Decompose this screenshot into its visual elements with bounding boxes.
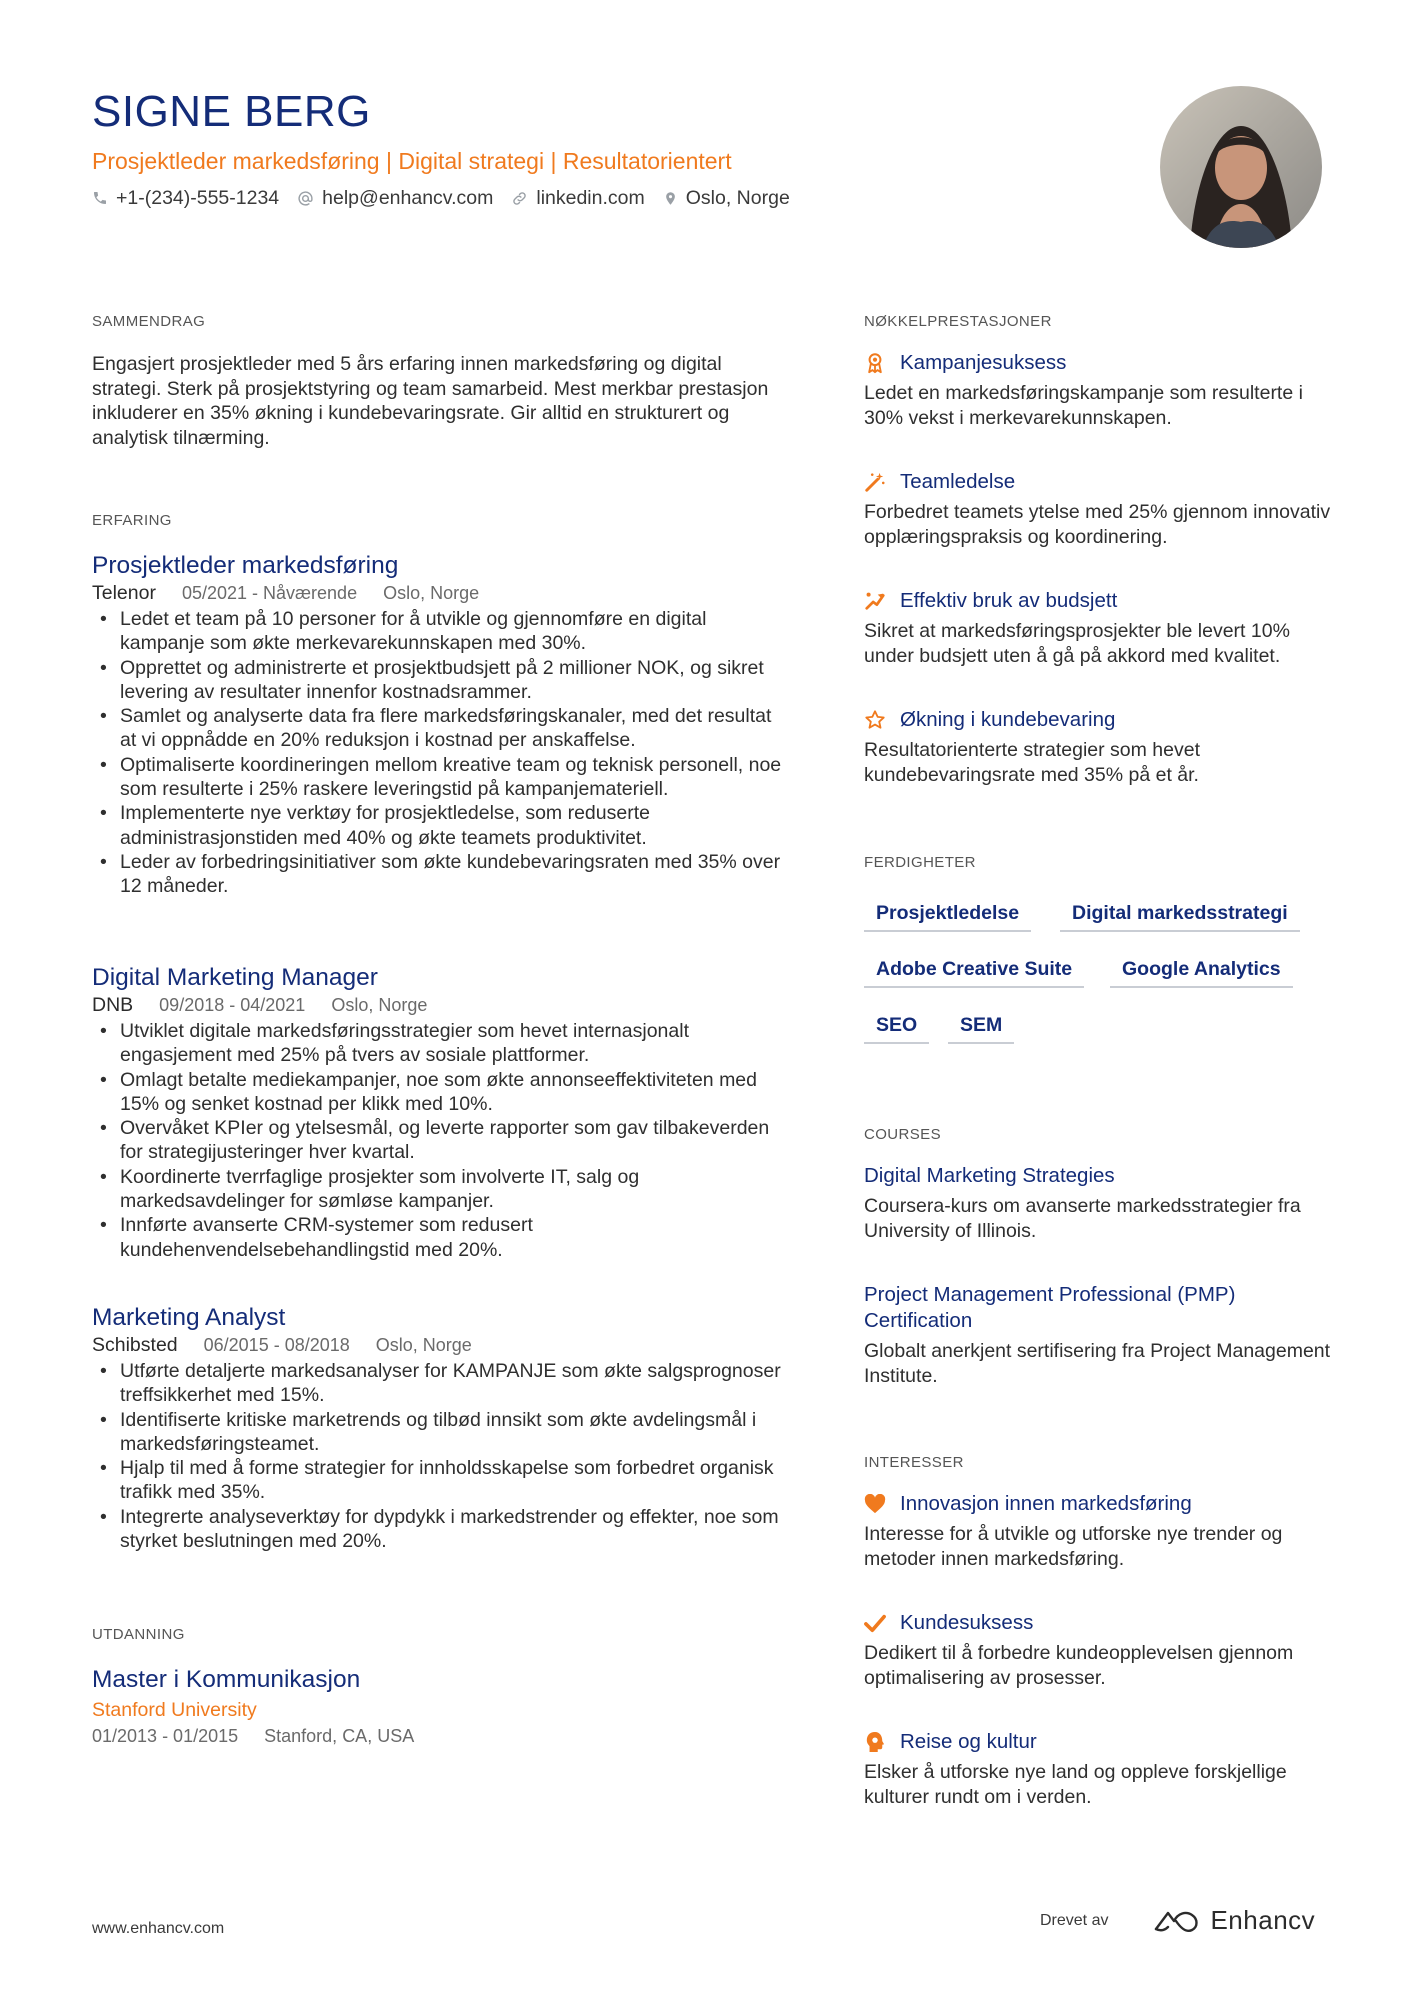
achievement-desc: Ledet en markedsføringskampanje som resulterte i 30% vekst i merkevarekunnskapen. xyxy=(864,382,1303,429)
achievement-item xyxy=(864,588,1334,668)
location-text: Oslo, Norge xyxy=(685,187,790,209)
skill-tag: Digital markedsstrategi xyxy=(1060,896,1300,932)
job-meta xyxy=(92,993,792,1017)
heart-icon xyxy=(864,1493,886,1515)
at-icon xyxy=(297,190,314,207)
achievement-item xyxy=(864,707,1334,787)
achievement-title: Effektiv bruk av budsjett xyxy=(900,589,1118,612)
job-bullet: • Innførte avanserte CRM-systemer som redusert kundehenvendelsebehandlingstid med 20%. xyxy=(120,1213,792,1262)
skills-label: FERDIGHETER xyxy=(864,854,976,871)
enhancv-logo[interactable] xyxy=(1152,1905,1315,1936)
education-label: UTDANNING xyxy=(92,1626,185,1643)
candidate-headline: Prosjektleder markedsføring | Digital strategi | Resultatorientert xyxy=(92,148,732,174)
phone-icon xyxy=(92,190,108,206)
job-location: Oslo, Norge xyxy=(331,995,428,1015)
interest-title: Kundesuksess xyxy=(900,1611,1034,1634)
skill-tag: SEM xyxy=(948,1008,1014,1044)
profile-photo xyxy=(1160,86,1322,248)
job-company: DNB xyxy=(92,994,134,1016)
education-meta xyxy=(92,1724,414,1748)
job-meta xyxy=(92,581,792,605)
job-entry-dnb xyxy=(92,963,792,1262)
education-school: Stanford University xyxy=(92,1699,257,1721)
job-bullet: • Koordinerte tverrfaglige prosjekter som involverte IT, salg og markedsavdelinger for sømløse kampanjer. xyxy=(120,1165,792,1214)
job-bullet: • Samlet og analyserte data fra flere markedsføringskanaler, med det resultat at vi oppnådde en 20% reduksjon i kostnad per anskaffelse. xyxy=(120,704,792,753)
interest-item xyxy=(864,1610,1334,1690)
interest-title: Reise og kultur xyxy=(900,1730,1037,1753)
interest-item xyxy=(864,1729,1334,1809)
experience-label: ERFARING xyxy=(92,512,172,529)
achievement-title: Økning i kundebevaring xyxy=(900,708,1116,731)
courses-label: COURSES xyxy=(864,1126,941,1143)
location-pin-icon xyxy=(663,190,678,207)
summary-text: Engasjert prosjektleder med 5 års erfaring innen markedsføring og digital strategi. Sterk på prosjektstyring og team samarbeid. Mest merkbar prestasjon inkluderer en 35% økning i kundebevaringsrate. Gir alltid en strukturert og analytisk tilnærming. xyxy=(92,353,769,449)
contact-location xyxy=(663,184,790,212)
course-item xyxy=(864,1163,1334,1243)
star-icon xyxy=(864,709,886,731)
job-entry-schibsted xyxy=(92,1303,792,1553)
achievement-desc: Forbedret teamets ytelse med 25% gjennom innovativ opplæringspraksis og koordinering. xyxy=(864,501,1331,548)
job-bullet: • Omlagt betalte mediekampanjer, noe som økte annonseeffektiviteten med 15% og senket kostnad per klikk med 10%. xyxy=(120,1068,792,1117)
job-bullets xyxy=(92,1019,792,1262)
skill-tag: Google Analytics xyxy=(1110,952,1293,988)
interest-desc: Elsker å utforske nye land og oppleve forskjellige kulturer rundt om i verden. xyxy=(864,1761,1287,1808)
summary-label: SAMMENDRAG xyxy=(92,313,206,330)
interest-desc: Interesse for å utvikle og utforske nye trender og metoder innen markedsføring. xyxy=(864,1523,1283,1570)
job-bullets xyxy=(92,1359,792,1553)
education-degree: Master i Kommunikasjon xyxy=(92,1666,361,1693)
achievement-desc: Sikret at markedsføringsprosjekter ble levert 10% under budsjett uten å gå på akkord med kvalitet. xyxy=(864,620,1290,667)
course-desc: Coursera-kurs om avanserte markedsstrategier fra University of Illinois. xyxy=(864,1195,1301,1242)
job-bullet: • Overvåket KPIer og ytelsesmål, og leverte rapporter som gav tilbakeverden for strategijusteringer hver kvartal. xyxy=(120,1116,792,1165)
job-title: Digital Marketing Manager xyxy=(92,964,378,991)
powered-by-text: Drevet av xyxy=(1040,1911,1109,1929)
job-company: Telenor xyxy=(92,582,156,604)
contact-email[interactable] xyxy=(297,184,493,212)
job-bullet: • Opprettet og administrerte et prosjektbudsjett på 2 millioner NOK, og sikret levering av resultater innenfor kostnadsrammer. xyxy=(120,656,792,705)
footer-website[interactable]: www.enhancv.com xyxy=(92,1920,225,1937)
job-location: Oslo, Norge xyxy=(375,1335,472,1355)
interests-label: INTERESSER xyxy=(864,1454,964,1471)
email-text: help@enhancv.com xyxy=(322,187,494,209)
job-bullet: • Optimaliserte koordineringen mellom kreative team og teknisk personell, noe som resulterte i 25% raskere leveringstid på kampanjemateriell. xyxy=(120,753,792,802)
skill-tag: Adobe Creative Suite xyxy=(864,952,1084,988)
achievement-item xyxy=(864,469,1334,549)
job-bullet: • Implementerte nye verktøy for prosjektledelse, som reduserte administrasjonstiden med 40% og økte teamets produktivitet. xyxy=(120,801,792,850)
job-title: Marketing Analyst xyxy=(92,1304,286,1331)
job-entry-telenor xyxy=(92,551,792,899)
job-bullet: • Utviklet digitale markedsføringsstrategier som hevet internasjonalt engasjement med 25% på tvers av sosiale plattformer. xyxy=(120,1019,792,1068)
job-bullet: • Integrerte analyseverktøy for dypdykk i markedstrender og effekter, noe som styrket beslutningen med 20%. xyxy=(120,1505,792,1554)
contact-bar xyxy=(92,184,808,212)
growth-icon xyxy=(864,590,886,612)
education-dates: 01/2013 - 01/2015 xyxy=(92,1726,239,1746)
achievement-item xyxy=(864,350,1334,430)
achievement-desc: Resultatorienterte strategier som hevet kundebevaringsrate med 35% på et år. xyxy=(864,739,1200,786)
interest-title: Innovasjon innen markedsføring xyxy=(900,1492,1192,1515)
footer-branding xyxy=(1040,1905,1315,1936)
achievement-title: Teamledelse xyxy=(900,470,1016,493)
job-location: Oslo, Norge xyxy=(383,583,480,603)
achievement-title: Kampanjesuksess xyxy=(900,351,1067,374)
job-meta xyxy=(92,1333,792,1357)
course-title: Digital Marketing Strategies xyxy=(864,1164,1115,1187)
job-dates: 05/2021 - Nåværende xyxy=(181,583,358,603)
check-icon xyxy=(864,1612,886,1634)
job-bullet: • Utførte detaljerte markedsanalyser for KAMPANJE som økte salgsprognoser treffsikkerhet med 15%. xyxy=(120,1359,792,1408)
linkedin-text: linkedin.com xyxy=(536,187,645,209)
job-title: Prosjektleder markedsføring xyxy=(92,552,399,579)
candidate-name: SIGNE BERG xyxy=(92,87,371,136)
interest-desc: Dedikert til å forbedre kundeopplevelsen gjennom optimalisering av prosesser. xyxy=(864,1642,1294,1689)
brand-name: Enhancv xyxy=(1210,1905,1316,1935)
achievements-label: NØKKELPRESTASJONER xyxy=(864,313,1052,330)
job-dates: 09/2018 - 04/2021 xyxy=(159,995,306,1015)
skill-tag: Prosjektledelse xyxy=(864,896,1031,932)
course-title: Project Management Professional (PMP) Certification xyxy=(864,1283,1236,1332)
phone-text: +1-(234)-555-1234 xyxy=(116,187,280,209)
link-icon xyxy=(511,190,528,207)
job-bullet: • Identifiserte kritiske marketrends og tilbød innsikt som økte avdelingsmål i markedsføringsteamet. xyxy=(120,1408,792,1457)
job-bullet: • Ledet et team på 10 personer for å utvikle og gjennomføre en digital kampanje som økte merkevarekunnskapen med 30%. xyxy=(120,607,792,656)
job-bullets xyxy=(92,607,792,899)
contact-phone[interactable] xyxy=(92,184,279,212)
job-dates: 06/2015 - 08/2018 xyxy=(203,1335,350,1355)
job-company: Schibsted xyxy=(92,1334,178,1356)
course-desc: Globalt anerkjent sertifisering fra Project Management Institute. xyxy=(864,1340,1331,1387)
contact-linkedin[interactable] xyxy=(511,184,644,212)
head-icon xyxy=(864,1731,886,1753)
interest-item xyxy=(864,1491,1334,1571)
enhancv-logo-icon xyxy=(1152,1909,1200,1933)
education-location: Stanford, CA, USA xyxy=(264,1726,415,1746)
magic-wand-icon xyxy=(864,471,886,493)
job-bullet: • Hjalp til med å forme strategier for innholdsskapelse som forbedret organisk trafikk med 35%. xyxy=(120,1456,792,1505)
skill-tag: SEO xyxy=(864,1008,929,1044)
course-item xyxy=(864,1282,1334,1388)
job-bullet: • Leder av forbedringsinitiativer som økte kundebevaringsraten med 35% over 12 måneder. xyxy=(120,850,792,899)
award-icon xyxy=(864,352,886,374)
